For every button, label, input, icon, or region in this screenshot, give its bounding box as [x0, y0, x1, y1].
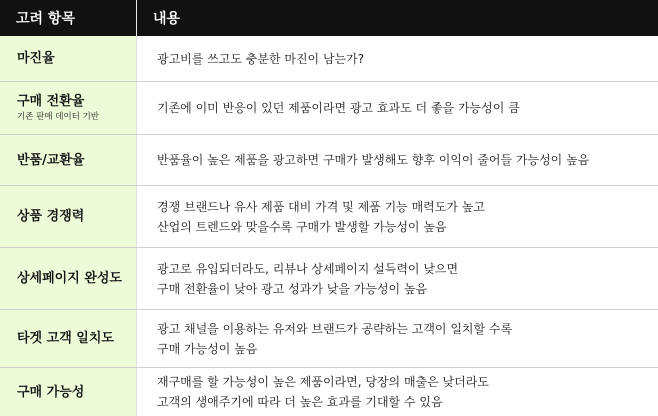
factor-title: 구매 전환율 [17, 94, 85, 109]
content-line: 고객의 생애주기에 따라 더 높은 효과를 기대할 수 있음 [157, 395, 443, 409]
content-cell [137, 186, 658, 247]
content-cell [137, 36, 658, 81]
content-line: 광고비를 쓰고도 충분한 마진이 남는가? [157, 51, 365, 66]
factor-title: 상품 경쟁력 [17, 209, 85, 224]
factor-title: 마진율 [17, 51, 55, 66]
content-line: 경쟁 브랜드나 유사 제품 대비 가격 및 제품 기능 매력도가 높고 [157, 199, 485, 214]
content-line: 기존에 이미 반응이 있던 제품이라면 광고 효과도 더 좋을 가능성이 큼 [157, 101, 520, 115]
table-row-purchase-likelihood [0, 368, 658, 416]
content-cell [137, 82, 658, 134]
factor-cell [0, 186, 137, 247]
content-line: 광고 채널을 이용하는 유저와 브랜드가 공략하는 고객이 일치할 수록 [157, 321, 513, 336]
factor-cell [0, 248, 137, 309]
factor-title: 반품/교환율 [17, 152, 85, 168]
content-cell [137, 248, 658, 309]
content-line: 산업의 트렌드와 맞을수록 구매가 발생할 가능성이 높음 [157, 219, 447, 234]
factor-cell [0, 135, 137, 185]
table-row-detail-page [0, 248, 658, 310]
content-line: 반품율이 높은 제품을 광고하면 구매가 발생해도 향후 이익이 줄어들 가능성이 높음 [157, 153, 590, 167]
table-row-margin [0, 36, 658, 82]
factor-title: 타겟 고객 일치도 [17, 331, 114, 346]
table-row-target-fit [0, 310, 658, 368]
content-cell [137, 310, 658, 367]
content-line: 재구매를 할 가능성이 높은 제품이라면, 당장의 매출은 낮더라도 [157, 375, 489, 389]
content-line: 구매 가능성이 높음 [157, 341, 258, 356]
factor-cell [0, 368, 137, 416]
table-row-conversion [0, 82, 658, 135]
content-line: 광고로 유입되더라도, 리뷰나 상세페이지 설득력이 낮으면 [157, 261, 459, 276]
factor-cell [0, 310, 137, 367]
header-content: 내용 [153, 11, 181, 27]
table-header [0, 0, 658, 36]
content-line: 구매 전환율이 낮아 광고 성과가 낮을 가능성이 높음 [157, 281, 428, 296]
factor-title: 구매 가능성 [17, 384, 85, 400]
content-cell [137, 135, 658, 185]
table-row-return-rate [0, 135, 658, 186]
header-factor: 고려 항목 [0, 0, 137, 36]
factor-title: 상세페이지 완성도 [17, 271, 122, 286]
table-row-competitiveness [0, 186, 658, 248]
factor-cell [0, 82, 137, 134]
factor-cell [0, 36, 137, 81]
factor-subtitle: 기존 판매 데이터 기반 [17, 112, 100, 122]
content-cell [137, 368, 658, 416]
